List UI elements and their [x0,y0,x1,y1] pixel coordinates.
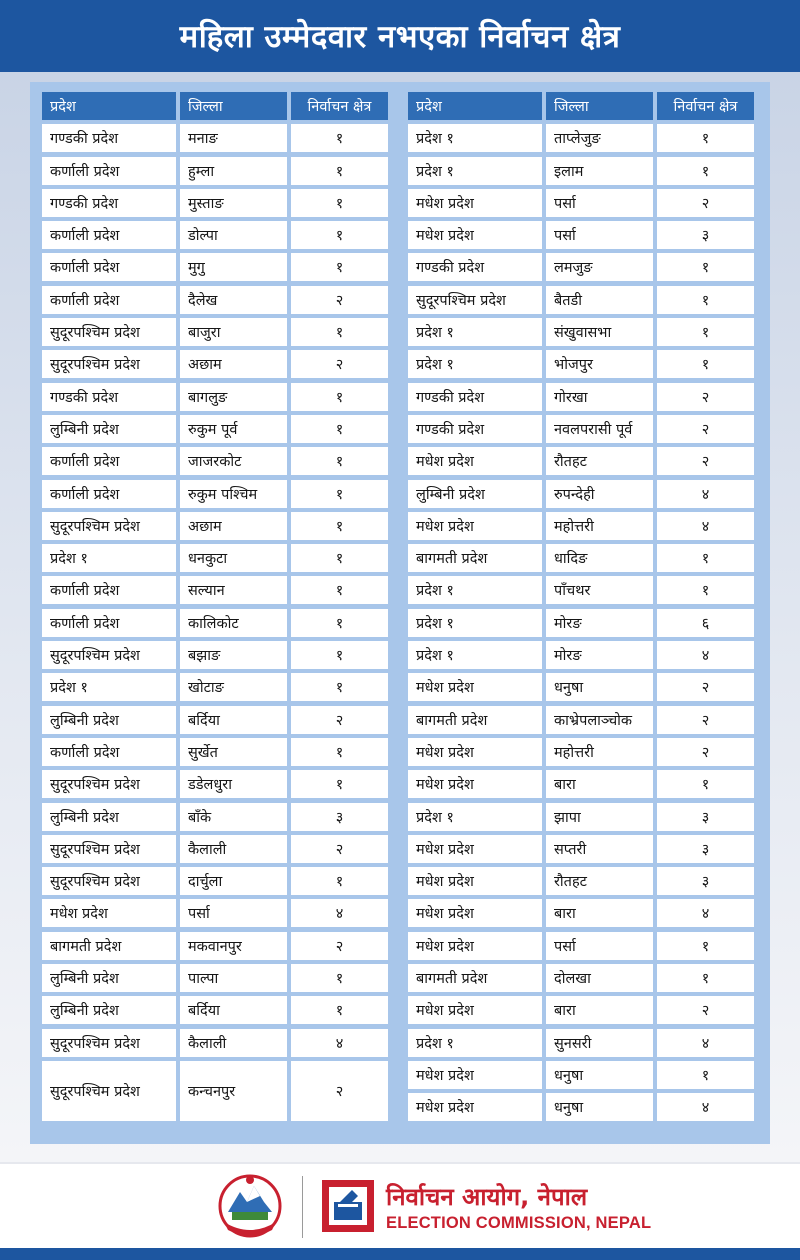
cell-constituency: १ [657,318,754,346]
cell-province: कर्णाली प्रदेश [42,253,176,281]
cell-district: रौतहट [546,867,653,895]
table-row [42,221,388,249]
cell-constituency: १ [291,512,388,540]
cell-district: बाँके [180,803,287,831]
cell-district: बर्दिया [180,706,287,734]
cell-district: बारा [546,770,653,798]
cell-province: मधेश प्रदेश [408,835,542,863]
cell-district: महोत्तरी [546,738,653,766]
cell-province: कर्णाली प्रदेश [42,738,176,766]
cell-district: बाजुरा [180,318,287,346]
cell-province: प्रदेश १ [408,576,542,604]
cell-constituency: २ [291,932,388,960]
cell-constituency: १ [657,253,754,281]
logo-divider [302,1176,303,1238]
cell-constituency: १ [657,350,754,378]
table-row [42,835,388,863]
cell-province: मधेश प्रदेश [408,996,542,1024]
table-row [42,706,388,734]
table-row [42,932,388,960]
table-row [42,1061,388,1121]
cell-district: मोरङ [546,641,653,669]
cell-district: ताप्लेजुङ [546,124,653,152]
column-header-district: जिल्ला [546,92,653,120]
table-row [408,157,754,185]
table-row [408,835,754,863]
cell-district: मुस्ताङ [180,189,287,217]
table-row [42,803,388,831]
table-row [408,221,754,249]
cell-constituency: १ [291,415,388,443]
cell-province: गण्डकी प्रदेश [408,415,542,443]
cell-province: प्रदेश १ [408,1029,542,1057]
cell-constituency: १ [291,964,388,992]
table-row [408,253,754,281]
cell-province: गण्डकी प्रदेश [42,124,176,152]
cell-district: नवलपरासी पूर्व [546,415,653,443]
cell-constituency: १ [291,318,388,346]
cell-province: मधेश प्रदेश [408,189,542,217]
table-row [408,738,754,766]
cell-constituency: ३ [657,867,754,895]
cell-province: सुदूरपश्चिम प्रदेश [408,286,542,314]
table-row [408,964,754,992]
cell-province: गण्डकी प्रदेश [42,383,176,411]
table-row [42,415,388,443]
table-row [408,770,754,798]
table-row [42,544,388,572]
cell-constituency: २ [291,286,388,314]
cell-constituency: १ [291,738,388,766]
cell-constituency: ४ [291,899,388,927]
table-left [42,92,388,1121]
table-row [42,350,388,378]
table-row [42,673,388,701]
cell-constituency: ३ [657,221,754,249]
table-row [408,383,754,411]
cell-province: कर्णाली प्रदेश [42,576,176,604]
cell-constituency: १ [657,1061,754,1089]
column-header-district: जिल्ला [180,92,287,120]
table-row [408,803,754,831]
table-row [42,576,388,604]
cell-district: धनुषा [546,1061,653,1089]
cell-province: कर्णाली प्रदेश [42,157,176,185]
cell-district: अछाम [180,350,287,378]
cell-district: पर्सा [546,221,653,249]
cell-province: मधेश प्रदेश [408,512,542,540]
cell-district: रौतहट [546,447,653,475]
cell-constituency: ४ [657,512,754,540]
cell-province: कर्णाली प्रदेश [42,609,176,637]
cell-province: बागमती प्रदेश [408,544,542,572]
cell-constituency: १ [657,770,754,798]
cell-province: प्रदेश १ [408,609,542,637]
table-right [408,92,754,1121]
cell-constituency: २ [291,350,388,378]
cell-constituency: २ [657,996,754,1024]
table-row [42,609,388,637]
cell-district: बर्दिया [180,996,287,1024]
cell-province: प्रदेश १ [408,350,542,378]
organization-name-nepali: निर्वाचन आयोग, नेपाल [386,1183,588,1211]
cell-district: डडेलधुरा [180,770,287,798]
table-row [42,189,388,217]
cell-province: मधेश प्रदेश [408,447,542,475]
table-row [408,350,754,378]
cell-constituency: २ [657,415,754,443]
table-row [408,867,754,895]
cell-constituency: २ [657,383,754,411]
cell-district: जाजरकोट [180,447,287,475]
table-row [42,286,388,314]
column-header-province: प्रदेश [42,92,176,120]
table-row [42,383,388,411]
cell-province: मधेश प्रदेश [408,899,542,927]
cell-district: काभ्रेपलाञ्चोक [546,706,653,734]
column-header-constituency: निर्वाचन क्षेत्र [291,92,388,120]
cell-district: मनाङ [180,124,287,152]
cell-district: संखुवासभा [546,318,653,346]
table-row [408,1061,754,1089]
cell-province: सुदूरपश्चिम प्रदेश [42,641,176,669]
cell-constituency: २ [657,189,754,217]
cell-province: प्रदेश १ [42,544,176,572]
table-row [42,867,388,895]
cell-district: पर्सा [546,189,653,217]
cell-constituency: १ [657,544,754,572]
table-row [408,189,754,217]
cell-province: प्रदेश १ [408,157,542,185]
table-row [408,480,754,508]
table-header-row [408,92,754,120]
cell-province: मधेश प्रदेश [408,932,542,960]
table-row [408,899,754,927]
table-row [42,964,388,992]
table-row [42,447,388,475]
cell-district: दोलखा [546,964,653,992]
cell-district: सल्यान [180,576,287,604]
cell-constituency: ४ [657,1029,754,1057]
table-row [408,1029,754,1057]
cell-district: रुपन्देही [546,480,653,508]
cell-district: रुकुम पश्चिम [180,480,287,508]
cell-province: सुदूरपश्चिम प्रदेश [42,1029,176,1057]
cell-province: गण्डकी प्रदेश [408,253,542,281]
cell-constituency: २ [291,706,388,734]
cell-district: हुम्ला [180,157,287,185]
cell-constituency: ३ [291,803,388,831]
cell-province: मधेश प्रदेश [408,1093,542,1121]
cell-province: कर्णाली प्रदेश [42,221,176,249]
cell-constituency: ३ [657,835,754,863]
cell-province: लुम्बिनी प्रदेश [408,480,542,508]
election-commission-logo-icon [322,1180,374,1232]
cell-constituency: ३ [657,803,754,831]
table-row [42,318,388,346]
cell-province: मधेश प्रदेश [408,738,542,766]
cell-district: महोत्तरी [546,512,653,540]
cell-province: लुम्बिनी प्रदेश [42,803,176,831]
organization-name-english: ELECTION COMMISSION, NEPAL [386,1214,652,1232]
cell-district: धनकुटा [180,544,287,572]
cell-constituency: ६ [657,609,754,637]
cell-province: सुदूरपश्चिम प्रदेश [42,867,176,895]
table-row [408,318,754,346]
cell-constituency: १ [291,253,388,281]
column-header-constituency: निर्वाचन क्षेत्र [657,92,754,120]
cell-constituency: २ [657,447,754,475]
cell-constituency: २ [291,1061,388,1121]
cell-constituency: ४ [657,480,754,508]
table-row [42,253,388,281]
cell-constituency: १ [291,221,388,249]
cell-constituency: १ [657,964,754,992]
cell-district: बारा [546,996,653,1024]
table-row [408,576,754,604]
table-header-row [42,92,388,120]
cell-constituency: ४ [657,899,754,927]
cell-province: प्रदेश १ [42,673,176,701]
cell-constituency: १ [657,157,754,185]
page-title: महिला उम्मेदवार नभएका निर्वाचन क्षेत्र [179,19,621,55]
table-row [408,415,754,443]
cell-district: मुगु [180,253,287,281]
cell-province: मधेश प्रदेश [408,221,542,249]
cell-district: पाँचथर [546,576,653,604]
cell-province: प्रदेश १ [408,803,542,831]
cell-province: बागमती प्रदेश [408,964,542,992]
cell-constituency: १ [291,189,388,217]
table-row [408,932,754,960]
cell-province: मधेश प्रदेश [408,770,542,798]
table-row [408,673,754,701]
table-row [408,641,754,669]
cell-province: प्रदेश १ [408,318,542,346]
cell-province: लुम्बिनी प्रदेश [42,964,176,992]
table-row [408,512,754,540]
cell-province: कर्णाली प्रदेश [42,480,176,508]
table-row [408,286,754,314]
cell-constituency: १ [291,641,388,669]
cell-district: गोरखा [546,383,653,411]
cell-district: बैतडी [546,286,653,314]
table-row [42,480,388,508]
table-row [408,609,754,637]
cell-district: खोटाङ [180,673,287,701]
cell-district: मकवानपुर [180,932,287,960]
cell-district: धनुषा [546,1093,653,1121]
cell-province: गण्डकी प्रदेश [42,189,176,217]
cell-province: मधेश प्रदेश [408,673,542,701]
table-row [408,706,754,734]
table-row [42,1029,388,1057]
table-row [42,738,388,766]
cell-province: बागमती प्रदेश [408,706,542,734]
cell-province: मधेश प्रदेश [408,867,542,895]
table-row [408,544,754,572]
cell-province: प्रदेश १ [408,124,542,152]
cell-district: मोरङ [546,609,653,637]
cell-constituency: १ [291,609,388,637]
cell-province: सुदूरपश्चिम प्रदेश [42,318,176,346]
column-header-province: प्रदेश [408,92,542,120]
cell-province: मधेश प्रदेश [42,899,176,927]
nepal-emblem-icon [214,1172,286,1240]
cell-constituency: १ [291,447,388,475]
cell-province: मधेश प्रदेश [408,1061,542,1089]
cell-district: दैलेख [180,286,287,314]
cell-constituency: १ [291,124,388,152]
cell-province: सुदूरपश्चिम प्रदेश [42,1061,176,1121]
table-row [408,447,754,475]
cell-constituency: १ [291,544,388,572]
cell-constituency: २ [657,738,754,766]
cell-constituency: २ [657,673,754,701]
cell-constituency: ४ [657,1093,754,1121]
cell-province: लुम्बिनी प्रदेश [42,415,176,443]
table-row [42,641,388,669]
cell-constituency: २ [291,835,388,863]
cell-district: कैलाली [180,835,287,863]
cell-province: सुदूरपश्चिम प्रदेश [42,770,176,798]
cell-constituency: ४ [291,1029,388,1057]
table-row [42,899,388,927]
cell-province: प्रदेश १ [408,641,542,669]
table-row [408,124,754,152]
cell-constituency: १ [657,576,754,604]
cell-district: कालिकोट [180,609,287,637]
cell-constituency: १ [291,383,388,411]
cell-district: डोल्पा [180,221,287,249]
table-row [42,770,388,798]
cell-district: सुनसरी [546,1029,653,1057]
cell-constituency: १ [291,770,388,798]
cell-district: धादिङ [546,544,653,572]
cell-district: धनुषा [546,673,653,701]
cell-constituency: १ [291,996,388,1024]
cell-district: पाल्पा [180,964,287,992]
table-row [42,157,388,185]
table-row [408,996,754,1024]
cell-province: लुम्बिनी प्रदेश [42,706,176,734]
cell-province: बागमती प्रदेश [42,932,176,960]
cell-constituency: १ [657,286,754,314]
cell-constituency: ४ [657,641,754,669]
cell-constituency: १ [657,124,754,152]
cell-province: सुदूरपश्चिम प्रदेश [42,350,176,378]
cell-district: पर्सा [546,932,653,960]
cell-district: कन्चनपुर [180,1061,287,1121]
cell-constituency: १ [657,932,754,960]
cell-province: कर्णाली प्रदेश [42,286,176,314]
cell-district: रुकुम पूर्व [180,415,287,443]
cell-district: बागलुङ [180,383,287,411]
cell-province: सुदूरपश्चिम प्रदेश [42,835,176,863]
cell-constituency: १ [291,867,388,895]
cell-province: गण्डकी प्रदेश [408,383,542,411]
cell-district: भोजपुर [546,350,653,378]
cell-constituency: १ [291,576,388,604]
table-row [42,996,388,1024]
cell-district: अछाम [180,512,287,540]
cell-district: लमजुङ [546,253,653,281]
table-row [408,1093,754,1121]
cell-district: पर्सा [180,899,287,927]
cell-district: झापा [546,803,653,831]
cell-constituency: १ [291,480,388,508]
table-row [42,512,388,540]
cell-province: सुदूरपश्चिम प्रदेश [42,512,176,540]
cell-constituency: १ [291,673,388,701]
bottom-bar [0,1248,800,1260]
cell-province: कर्णाली प्रदेश [42,447,176,475]
cell-province: लुम्बिनी प्रदेश [42,996,176,1024]
table-row [42,124,388,152]
cell-district: इलाम [546,157,653,185]
page-header [0,0,800,72]
cell-constituency: १ [291,157,388,185]
cell-district: सप्तरी [546,835,653,863]
cell-constituency: २ [657,706,754,734]
cell-district: बझाङ [180,641,287,669]
cell-district: कैलाली [180,1029,287,1057]
cell-district: सुर्खेत [180,738,287,766]
cell-district: दार्चुला [180,867,287,895]
cell-district: बारा [546,899,653,927]
